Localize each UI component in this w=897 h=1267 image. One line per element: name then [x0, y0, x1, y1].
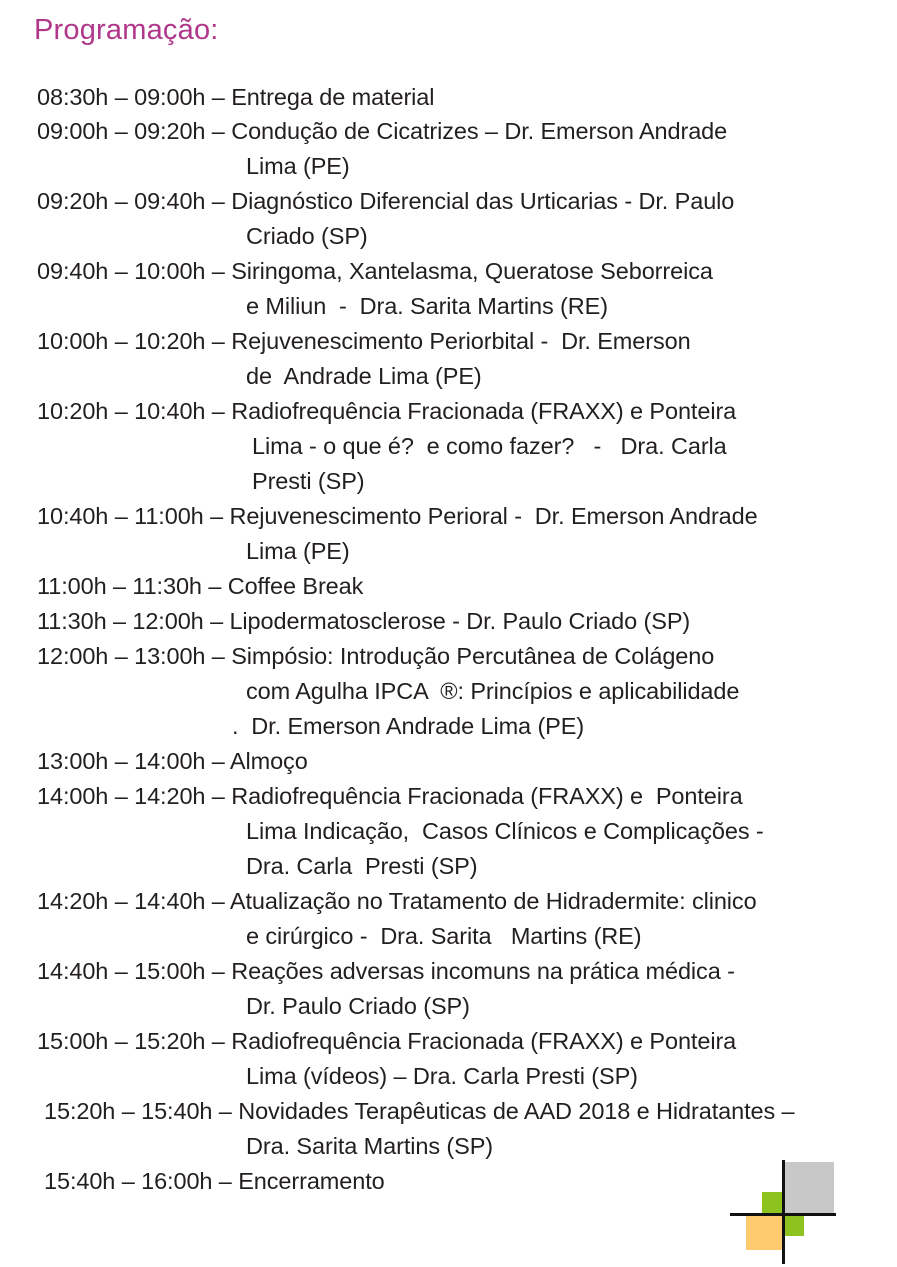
- schedule-line: Criado (SP): [246, 223, 368, 249]
- schedule-line: 08:30h – 09:00h – Entrega de material: [37, 84, 435, 110]
- logo-horizontal-bar: [730, 1213, 836, 1216]
- page-title: Programação:: [34, 14, 219, 46]
- schedule-line: Lima (PE): [246, 538, 350, 564]
- schedule-line: 10:40h – 11:00h – Rejuvenescimento Perioral - Dr. Emerson Andrade: [37, 503, 758, 529]
- logo-green-square: [762, 1192, 784, 1214]
- schedule-line: Dra. Sarita Martins (SP): [246, 1133, 494, 1159]
- schedule-line: 09:00h – 09:20h – Condução de Cicatrizes – Dr. Emerson Andrade: [37, 118, 728, 144]
- schedule-line: 14:40h – 15:00h – Reações adversas incomuns na prática médica -: [37, 958, 735, 984]
- schedule-line: 15:20h – 15:40h – Novidades Terapêuticas de AAD 2018 e Hidratantes –: [44, 1098, 795, 1124]
- schedule-line: 14:20h – 14:40h – Atualização no Tratamento de Hidradermite: clinico: [37, 888, 757, 914]
- schedule-line: 15:00h – 15:20h – Radiofrequência Fracionada (FRAXX) e Ponteira: [37, 1028, 737, 1054]
- schedule-line: e cirúrgico - Dra. Sarita Martins (RE): [246, 923, 642, 949]
- schedule-line: 09:40h – 10:00h – Siringoma, Xantelasma, Queratose Seborreica: [37, 258, 713, 284]
- schedule-line: e Miliun - Dra. Sarita Martins (RE): [246, 293, 608, 319]
- logo-green-square-small: [785, 1216, 804, 1236]
- schedule-line: 14:00h – 14:20h – Radiofrequência Fracionada (FRAXX) e Ponteira: [37, 783, 743, 809]
- schedule-line: 12:00h – 13:00h – Simpósio: Introdução Percutânea de Colágeno: [37, 643, 715, 669]
- brand-logo: [730, 1160, 840, 1267]
- schedule-line: Presti (SP): [252, 468, 365, 494]
- logo-vertical-bar: [782, 1160, 785, 1264]
- schedule-line: 11:00h – 11:30h – Coffee Break: [37, 573, 364, 599]
- schedule-line: Lima - o que é? e como fazer? - Dra. Carla: [252, 433, 727, 459]
- schedule-line: 13:00h – 14:00h – Almoço: [37, 748, 308, 774]
- schedule-line: 10:20h – 10:40h – Radiofrequência Fracionada (FRAXX) e Ponteira: [37, 398, 737, 424]
- schedule-line: 11:30h – 12:00h – Lipodermatosclerose - Dr. Paulo Criado (SP): [37, 608, 691, 634]
- schedule-line: 10:00h – 10:20h – Rejuvenescimento Periorbital - Dr. Emerson: [37, 328, 691, 354]
- schedule-line: Dr. Paulo Criado (SP): [246, 993, 470, 1019]
- schedule-line: de Andrade Lima (PE): [246, 363, 482, 389]
- schedule-line: com Agulha IPCA ®: Princípios e aplicabilidade: [246, 678, 740, 704]
- schedule-line: Lima (PE): [246, 153, 350, 179]
- schedule-line: 09:20h – 09:40h – Diagnóstico Diferencial das Urticarias - Dr. Paulo: [37, 188, 735, 214]
- schedule-line: Lima (vídeos) – Dra. Carla Presti (SP): [246, 1063, 638, 1089]
- schedule-line: . Dr. Emerson Andrade Lima (PE): [232, 713, 585, 739]
- schedule-line: Dra. Carla Presti (SP): [246, 853, 478, 879]
- schedule-line: 15:40h – 16:00h – Encerramento: [44, 1168, 385, 1194]
- schedule-line: Lima Indicação, Casos Clínicos e Complicações -: [246, 818, 764, 844]
- logo-orange-square: [746, 1215, 783, 1250]
- logo-gray-square: [784, 1162, 834, 1215]
